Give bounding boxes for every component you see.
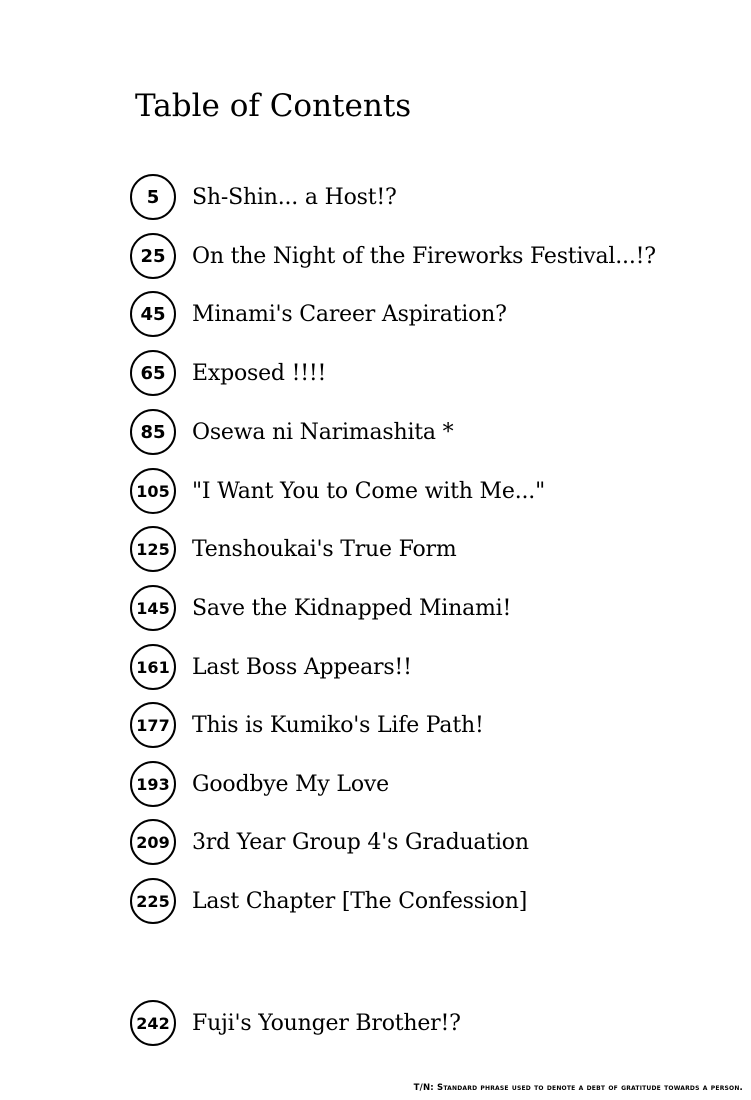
page-number-badge: 161	[130, 644, 176, 690]
page-number-badge: 65	[130, 350, 176, 396]
toc-entry	[130, 701, 484, 749]
toc-entry	[130, 760, 389, 808]
chapter-title: Fuji's Younger Brother!?	[192, 1010, 461, 1036]
page-number-badge: 125	[130, 526, 176, 572]
toc-entry	[130, 408, 453, 456]
chapter-title: 3rd Year Group 4's Graduation	[192, 829, 529, 855]
chapter-title: Minami's Career Aspiration?	[192, 301, 507, 327]
chapter-title: Last Boss Appears!!	[192, 654, 412, 680]
toc-entry	[130, 818, 529, 866]
chapter-title: Last Chapter [The Confession]	[192, 888, 528, 914]
toc-entry	[130, 290, 507, 338]
toc-entry	[130, 584, 511, 632]
toc-entry	[130, 232, 656, 280]
chapter-title: On the Night of the Fireworks Festival...!?	[192, 243, 656, 269]
page-number-badge: 177	[130, 702, 176, 748]
page-number-badge: 193	[130, 761, 176, 807]
toc-entry	[130, 877, 527, 925]
page-number-badge: 105	[130, 468, 176, 514]
page-number-badge: 145	[130, 585, 176, 631]
chapter-title: Osewa ni Narimashita *	[192, 419, 454, 445]
toc-entry	[130, 643, 412, 691]
chapter-title: "I Want You to Come with Me..."	[192, 478, 545, 504]
chapter-title: This is Kumiko's Life Path!	[192, 712, 484, 738]
toc-entry	[130, 525, 457, 573]
toc-entry	[130, 467, 545, 515]
chapter-title: Tenshoukai's True Form	[192, 536, 457, 562]
toc-entry	[130, 349, 326, 397]
page-number-badge: 242	[130, 1000, 176, 1046]
toc-entry	[130, 999, 461, 1047]
toc-entry	[130, 173, 397, 221]
page-number-badge: 85	[130, 409, 176, 455]
chapter-title: Sh-Shin... a Host!?	[192, 184, 397, 210]
page-number-badge: 25	[130, 233, 176, 279]
chapter-title: Goodbye My Love	[192, 771, 389, 797]
chapter-title: Save the Kidnapped Minami!	[192, 595, 512, 621]
page-number-badge: 5	[130, 174, 176, 220]
chapter-title: Exposed !!!!	[192, 360, 327, 386]
page-number-badge: 225	[130, 878, 176, 924]
page-number-badge: 45	[130, 291, 176, 337]
page-title: Table of Contents	[135, 88, 412, 124]
translator-note: T/N: Standard phrase used to denote a debt of gratitude towards a person.	[413, 1083, 743, 1093]
page-number-badge: 209	[130, 819, 176, 865]
